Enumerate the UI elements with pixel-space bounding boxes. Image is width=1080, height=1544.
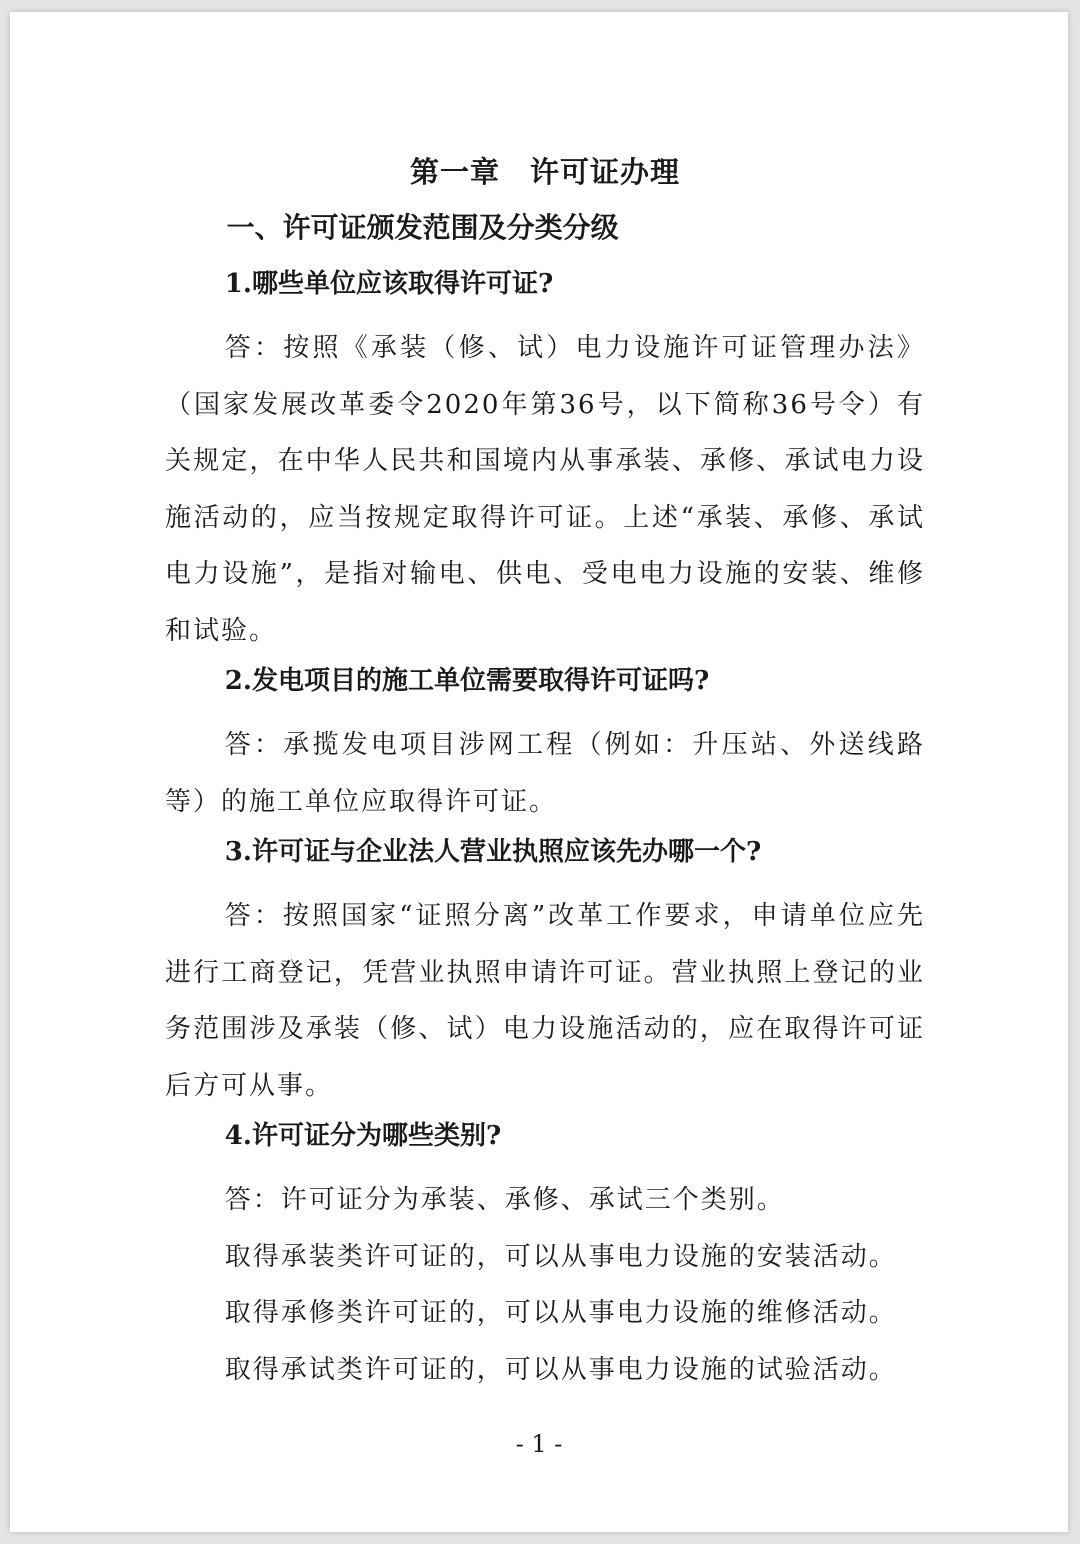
answer-4-line-4: 取得承试类许可证的，可以从事电力设施的试验活动。: [224, 1354, 897, 1385]
question-4: 4.许可证分为哪些类别?: [224, 1121, 502, 1151]
chapter-label: 第一章: [409, 155, 500, 189]
section-title: 一、许可证颁发范围及分类分级: [226, 211, 619, 244]
answer-1: 答：按照《承装（修、试）电力设施许可证管理办法》（国家发展改革委令2020年第36号，以下简称36号令）有关规定，在中华人民共和国境内从事承装、承修、承试电力设施活动的，应当按规定取得许可证。上述“承装、承修、承试电力设施”，是指对输电、供电、受电电力设施的安装、维修和试验。: [165, 333, 925, 646]
answer-4-line-1: 答：许可证分为承装、承修、承试三个类别。: [224, 1185, 785, 1215]
question-3: 3.许可证与企业法人营业执照应该先办哪一个?: [224, 837, 762, 867]
answer-4-line-3: 取得承修类许可证的，可以从事电力设施的维修活动。: [224, 1298, 897, 1328]
chapter-name: 许可证办理: [530, 155, 681, 189]
document-page: [10, 12, 1068, 1532]
page-content: [165, 152, 925, 1398]
answer-3: 答：按照国家“证照分离”改革工作要求，申请单位应先进行工商登记，凭营业执照申请许可证。营业执照上登记的业务范围涉及承装（修、试）电力设施活动的，应在取得许可证后方可从事。: [165, 901, 925, 1101]
page-number: - 1 -: [515, 1430, 563, 1458]
answer-2: 答：承揽发电项目涉网工程（例如：升压站、外送线路等）的施工单位应取得许可证。: [165, 730, 925, 817]
chapter-title: [165, 152, 925, 192]
question-1: 1.哪些单位应该取得许可证?: [224, 269, 554, 299]
question-2: 2.发电项目的施工单位需要取得许可证吗?: [224, 666, 710, 696]
answer-4-line-2: 取得承装类许可证的，可以从事电力设施的安装活动。: [224, 1241, 897, 1272]
